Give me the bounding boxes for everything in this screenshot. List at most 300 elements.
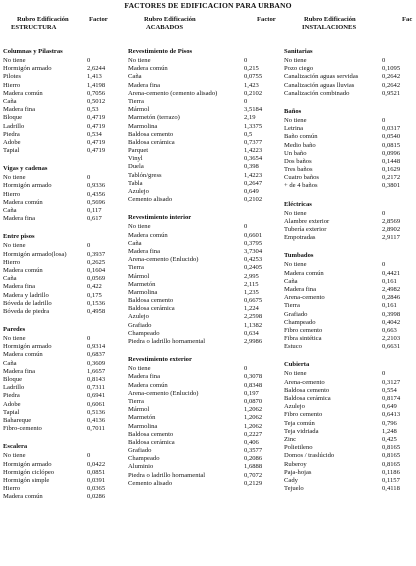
- row-label: Duela: [128, 163, 144, 171]
- table-row: [128, 431, 276, 439]
- table-row: [3, 469, 120, 477]
- table-row: [284, 477, 416, 485]
- row-label: Polietileno: [284, 444, 313, 452]
- row-label: No tiene: [284, 116, 307, 124]
- row-factor: 0,7072: [244, 471, 263, 479]
- row-label: Mármol: [128, 106, 150, 114]
- row-factor: 0,6601: [244, 231, 263, 239]
- row-factor: 0,175: [87, 291, 102, 299]
- row-factor: 2,6244: [87, 65, 106, 73]
- row-label: No tiene: [128, 57, 151, 64]
- row-factor: 1,2062: [244, 414, 263, 422]
- row-label: Madera común: [3, 493, 43, 501]
- row-label: Parquet: [128, 147, 149, 155]
- section-title: Cubierta: [284, 361, 310, 369]
- column-header: [284, 16, 416, 38]
- section: [3, 233, 120, 316]
- row-factor: 1,6888: [244, 463, 263, 471]
- row-label: Empotradas: [284, 234, 316, 242]
- table-row: [3, 351, 120, 359]
- table-row: [284, 428, 416, 436]
- row-factor: 0,4421: [382, 269, 401, 277]
- row-factor: 0,425: [382, 435, 397, 443]
- row-factor: 0,6061: [87, 400, 106, 408]
- section-title: Baños: [284, 107, 302, 115]
- row-label: Madera común: [128, 65, 168, 73]
- row-factor: 0,649: [244, 188, 259, 195]
- table-row: [128, 313, 276, 321]
- row-label: Un baño: [284, 149, 307, 157]
- table-row: [128, 322, 276, 330]
- table-row: [3, 90, 120, 98]
- section-title: Tumbados: [284, 252, 314, 260]
- row-label: Letrina: [284, 125, 304, 133]
- table-row: [128, 223, 276, 231]
- table-row: [3, 283, 120, 291]
- row-label: Arena-cemento: [284, 294, 325, 302]
- table-row: [128, 414, 276, 422]
- row-factor: 0,7377: [244, 138, 263, 146]
- row-factor: 0: [244, 365, 248, 373]
- table-row: [128, 338, 276, 346]
- table-row: [284, 90, 416, 98]
- row-label: Madera fina: [3, 215, 36, 223]
- table-row: [128, 114, 276, 122]
- row-label: Mármol: [128, 406, 150, 414]
- row-factor: 0,2405: [244, 264, 263, 272]
- column-header-factor: Factor: [257, 16, 276, 23]
- row-factor: 0: [382, 116, 386, 124]
- table-row: [284, 117, 416, 125]
- table-row: [3, 242, 120, 250]
- table-row: [128, 463, 276, 471]
- table-row: [128, 155, 276, 163]
- section-title: Columnas y Pilastras: [3, 48, 63, 55]
- table-row: [128, 439, 276, 447]
- row-factor: 0,2102: [244, 196, 263, 204]
- row-factor: 2,8902: [382, 226, 401, 233]
- table-row: [3, 98, 120, 106]
- row-factor: 0,5696: [87, 198, 106, 206]
- section-title: Entre pisos: [3, 233, 35, 241]
- row-label: Madera fina: [284, 285, 317, 293]
- row-label: Madera fina: [128, 81, 161, 89]
- row-factor: 0,554: [382, 386, 397, 394]
- row-factor: 0,1157: [382, 476, 400, 484]
- row-factor: 1,235: [244, 288, 259, 296]
- table-row: [3, 215, 120, 223]
- row-factor: 0,7011: [87, 425, 105, 433]
- table-row: [128, 172, 276, 180]
- table-row: [128, 264, 276, 272]
- table-row: [284, 379, 416, 387]
- row-label: No tiene: [284, 209, 307, 217]
- row-label: Tierra: [128, 97, 144, 105]
- table-row: [284, 218, 416, 226]
- table-row: [128, 297, 276, 305]
- row-factor: 1,6657: [87, 367, 106, 375]
- row-factor: 0,6413: [382, 411, 401, 419]
- table-row: [128, 305, 276, 313]
- row-factor: 0,4042: [382, 318, 401, 326]
- table-row: [3, 251, 120, 259]
- row-factor: 0,6631: [382, 343, 401, 351]
- row-label: Tejuelo: [284, 485, 304, 493]
- table-row: [284, 166, 416, 174]
- row-factor: 0,4719: [87, 114, 106, 122]
- row-label: Arena-cemento (Enlucido): [128, 256, 199, 264]
- row-label: Madera fina: [128, 373, 161, 381]
- row-label: Teja común: [284, 419, 315, 427]
- row-factor: 1,4198: [87, 81, 106, 89]
- table-row: [128, 365, 276, 373]
- row-factor: 0,6837: [87, 351, 106, 359]
- column-header-group: ACABADOS: [146, 24, 184, 31]
- row-factor: 2,115: [244, 280, 259, 288]
- row-label: Madera fina: [3, 106, 36, 114]
- row-factor: 0,5012: [87, 97, 106, 105]
- row-label: Cemento alisado: [128, 479, 173, 487]
- table-row: [284, 420, 416, 428]
- row-factor: 0,161: [382, 277, 397, 285]
- row-label: Ladrillo: [3, 384, 25, 392]
- table-row: [128, 398, 276, 406]
- row-label: Baldosa cemento: [284, 386, 330, 394]
- row-factor: 0,8165: [382, 452, 401, 460]
- row-label: No tiene: [284, 57, 307, 64]
- section: [284, 252, 416, 351]
- row-factor: 0: [382, 370, 386, 378]
- row-label: Tierra: [128, 264, 144, 272]
- table-row: [128, 406, 276, 414]
- row-label: Aluminio: [128, 463, 154, 471]
- table-row: [128, 188, 276, 196]
- row-label: Champeado: [284, 318, 316, 326]
- table-row: [284, 452, 416, 460]
- column-header-group: ESTRUCTURA: [11, 24, 57, 31]
- table-row: [284, 150, 416, 158]
- row-factor: 2,995: [244, 272, 259, 280]
- table-row: [3, 392, 120, 400]
- row-factor: 0,3577: [244, 447, 263, 455]
- table-row: [3, 123, 120, 131]
- row-label: Baldosa cemento: [128, 430, 174, 438]
- table-row: [128, 330, 276, 338]
- row-label: Azulejo: [284, 403, 305, 411]
- section: [284, 361, 416, 493]
- section-title: Sanitarias: [284, 48, 313, 55]
- row-label: Baldosa cerámica: [284, 395, 331, 402]
- row-factor: 0,161: [382, 302, 397, 310]
- table-row: [3, 275, 120, 283]
- row-factor: 0,5: [244, 130, 253, 138]
- row-label: Estuco: [284, 343, 302, 351]
- row-factor: 0,9336: [87, 182, 106, 190]
- row-label: No tiene: [284, 370, 307, 378]
- table-row: [284, 182, 416, 190]
- row-label: Canalización combinado: [284, 89, 350, 97]
- row-factor: 0,1629: [382, 166, 401, 174]
- row-factor: 0,1604: [87, 266, 106, 274]
- table-row: [3, 452, 120, 460]
- row-label: Adobe: [3, 400, 21, 408]
- table-row: [3, 308, 120, 316]
- row-label: Tabla: [128, 179, 143, 187]
- row-label: Zinc: [284, 435, 297, 443]
- row-factor: 0: [87, 452, 91, 460]
- row-factor: 0,8165: [382, 444, 401, 452]
- row-label: Azulejo: [128, 188, 149, 195]
- row-label: Marmolina: [128, 288, 158, 296]
- row-label: Ladrillo: [3, 122, 25, 130]
- row-label: Fibro cemento: [284, 326, 323, 334]
- table-row: [3, 106, 120, 114]
- section: [3, 165, 120, 223]
- row-label: No tiene: [3, 335, 26, 343]
- row-label: Azulejo: [128, 313, 149, 321]
- table-row: [128, 472, 276, 480]
- section: [284, 108, 416, 191]
- row-label: Hormigón simple: [3, 476, 50, 484]
- row-factor: 0,2642: [382, 81, 401, 89]
- section: [128, 48, 276, 204]
- row-label: Piedra o ladrillo hornamental: [128, 471, 206, 479]
- row-factor: 0,0540: [382, 133, 401, 141]
- row-label: Piedra: [3, 130, 20, 138]
- row-label: Arena-cemento (cemento alisado): [128, 89, 218, 97]
- row-factor: 1,4223: [244, 147, 263, 155]
- table-row: [128, 57, 276, 65]
- row-factor: 0,1186: [382, 468, 400, 476]
- row-label: Bóveda de piedra: [3, 307, 50, 315]
- row-label: Madera común: [128, 381, 168, 389]
- row-label: Grafiado: [128, 321, 152, 329]
- row-factor: 0,0870: [244, 397, 263, 405]
- row-factor: 0,117: [87, 207, 102, 214]
- table-row: [284, 210, 416, 218]
- row-factor: 1,224: [244, 305, 259, 313]
- row-factor: 0,1095: [382, 65, 401, 73]
- row-label: Caña: [3, 207, 17, 214]
- section-title: Revestimiento de Pisos: [128, 48, 193, 55]
- table-row: [128, 373, 276, 381]
- table-row: [3, 417, 120, 425]
- row-label: Madera fina: [128, 247, 161, 255]
- table-row: [284, 387, 416, 395]
- row-factor: 0,3609: [87, 359, 106, 367]
- row-factor: 2,2598: [244, 313, 263, 321]
- table-row: [128, 455, 276, 463]
- table-row: [3, 360, 120, 368]
- row-factor: 0,2102: [244, 89, 263, 97]
- row-label: Hierro: [3, 81, 21, 89]
- row-factor: 0,534: [87, 130, 102, 138]
- table-row: [128, 123, 276, 131]
- table-row: [3, 191, 120, 199]
- row-factor: 0,2086: [244, 455, 263, 463]
- section: [128, 356, 276, 488]
- row-factor: 0,0755: [244, 73, 263, 81]
- table-row: [3, 485, 120, 493]
- row-factor: 2,9986: [244, 338, 263, 345]
- row-label: Caña: [3, 359, 17, 367]
- table-row: [128, 163, 276, 171]
- table-row: [284, 461, 416, 469]
- table-row: [284, 444, 416, 452]
- table-row: [3, 292, 120, 300]
- row-label: Hierro: [3, 258, 21, 266]
- table-row: [128, 248, 276, 256]
- row-factor: 1,2062: [244, 422, 263, 430]
- row-factor: 0,3127: [382, 378, 401, 386]
- table-row: [3, 335, 120, 343]
- row-label: Dos baños: [284, 157, 312, 165]
- row-label: Baldosa cemento: [128, 297, 174, 305]
- table-row: [284, 311, 416, 319]
- row-factor: 0,0365: [87, 485, 106, 493]
- table-row: [284, 125, 416, 133]
- row-factor: 0,796: [382, 419, 397, 427]
- row-factor: 0,0851: [87, 468, 106, 476]
- table-row: [3, 147, 120, 155]
- row-label: Madera común: [3, 351, 43, 359]
- table-row: [3, 461, 120, 469]
- table-row: [284, 319, 416, 327]
- row-factor: 0: [244, 57, 248, 64]
- row-label: Arena-cemento (Enlucido): [128, 389, 199, 397]
- column-estructura: [3, 16, 120, 501]
- row-label: Canalización aguas lluvias: [284, 81, 355, 89]
- row-factor: 0,4719: [87, 147, 106, 155]
- row-label: Fibro cemento: [284, 411, 323, 419]
- row-factor: 0,9314: [87, 343, 106, 351]
- row-label: Ruberoy: [284, 460, 307, 468]
- row-label: Hormigón armado: [3, 182, 52, 190]
- row-label: Hormigón armado(losa): [3, 250, 67, 258]
- table-row: [284, 370, 416, 378]
- table-row: [128, 289, 276, 297]
- row-label: Marmetón: [128, 280, 156, 288]
- row-factor: 1,4223: [244, 171, 263, 179]
- table-row: [284, 286, 416, 294]
- row-factor: 0,0815: [382, 141, 401, 149]
- table-row: [3, 384, 120, 392]
- row-label: Bloque: [3, 376, 23, 383]
- document-title: FACTORES DE EDIFICACION PARA URBANO: [124, 1, 292, 10]
- row-label: Caña: [128, 73, 142, 81]
- table-row: [128, 232, 276, 240]
- row-factor: 0,2129: [244, 479, 263, 487]
- row-label: Fibra sintética: [284, 335, 322, 343]
- row-label: Tapial: [3, 147, 20, 155]
- row-factor: 0,0286: [87, 493, 106, 501]
- table-row: [284, 395, 416, 403]
- row-factor: 0,7056: [87, 89, 106, 97]
- section: [3, 443, 120, 501]
- table-row: [284, 278, 416, 286]
- row-factor: 0: [382, 261, 386, 269]
- row-factor: 0,422: [87, 283, 102, 291]
- row-factor: 0: [244, 97, 248, 105]
- table-row: [3, 131, 120, 139]
- table-row: [3, 493, 120, 501]
- table-row: [284, 226, 416, 234]
- row-factor: 0,0317: [382, 125, 401, 133]
- row-label: Madera común: [3, 198, 43, 206]
- row-factor: 1,423: [244, 81, 259, 89]
- table-row: [128, 390, 276, 398]
- table-row: [3, 65, 120, 73]
- row-factor: 0,8348: [244, 381, 263, 389]
- row-label: Alambre exterior: [284, 217, 330, 225]
- section: [284, 201, 416, 243]
- table-row: [3, 376, 120, 384]
- row-label: Tierra: [128, 397, 144, 405]
- row-factor: 0,3654: [244, 155, 263, 163]
- row-factor: 1,2062: [244, 406, 263, 414]
- table-row: [284, 343, 416, 351]
- section-title: Paredes: [3, 326, 26, 334]
- row-factor: 0,3795: [244, 239, 263, 247]
- row-label: Domos / traslúcido: [284, 452, 335, 460]
- row-factor: 0,3801: [382, 182, 401, 190]
- table-row: [3, 73, 120, 81]
- table-row: [128, 480, 276, 488]
- row-label: Madera y ladrillo: [3, 291, 49, 299]
- row-label: Marmolina: [128, 122, 158, 130]
- section: [3, 48, 120, 155]
- row-factor: 0,8165: [382, 460, 401, 468]
- row-label: Baldosa cemento: [128, 130, 174, 138]
- row-factor: 0,2642: [382, 73, 401, 81]
- row-label: Bóveda de ladrillo: [3, 299, 52, 307]
- row-factor: 0,649: [382, 403, 397, 411]
- table-row: [128, 447, 276, 455]
- row-label: + de 4 baños: [284, 182, 318, 190]
- row-label: Cuatro baños: [284, 174, 319, 182]
- table-row: [284, 261, 416, 269]
- row-label: Caña: [284, 277, 298, 285]
- row-label: Pilotes: [3, 73, 21, 81]
- row-label: Baldosa cerámica: [128, 305, 175, 313]
- row-label: Pozo ciego: [284, 65, 314, 73]
- table-row: [3, 477, 120, 485]
- section-title: Revestimiento interior: [128, 214, 192, 222]
- row-factor: 0,617: [87, 215, 102, 223]
- row-label: Medio baño: [284, 141, 316, 149]
- row-factor: 0,406: [244, 438, 259, 446]
- row-label: Adobe: [3, 138, 21, 146]
- table-row: [3, 182, 120, 190]
- row-factor: 0,3078: [244, 373, 263, 381]
- row-factor: 0,9521: [382, 89, 401, 97]
- row-label: Tierra: [284, 302, 300, 310]
- row-label: Marmetón (terrazo): [128, 114, 180, 122]
- table-row: [284, 469, 416, 477]
- row-factor: 0,1536: [87, 299, 106, 307]
- row-factor: 0,4118: [382, 485, 400, 493]
- row-factor: 0,2647: [244, 179, 263, 187]
- table-row: [128, 281, 276, 289]
- row-label: Bahareque: [3, 416, 32, 424]
- row-label: Tapial: [3, 408, 20, 416]
- row-label: No tiene: [3, 57, 26, 64]
- table-row: [3, 139, 120, 147]
- section-title: Vigas y cadenas: [3, 165, 48, 173]
- row-factor: 0,53: [87, 106, 99, 114]
- table-row: [3, 300, 120, 308]
- row-label: Hormigón armado: [3, 343, 52, 351]
